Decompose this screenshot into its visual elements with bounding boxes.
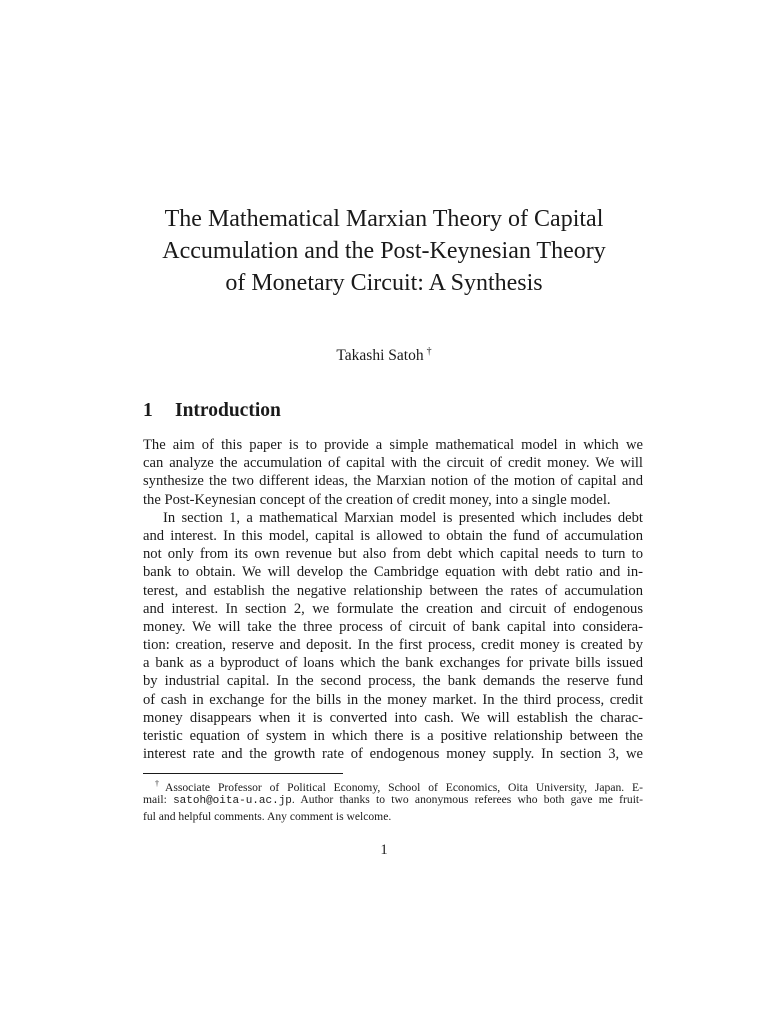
body-line: synthesize the two different ideas, the Marxian notion of the motion of capital and [143, 473, 643, 490]
footnote-text: . Author thanks to two anonymous referees who both gave me fruit- [291, 793, 643, 807]
body-line: and interest. In section 2, we formulate the creation and circuit of endogenous [143, 600, 643, 617]
author-line [100, 342, 668, 366]
page-number: 1 [380, 842, 388, 858]
author-name: Takashi Satoh [336, 347, 424, 364]
body-line: by industrial capital. In the second process, the bank demands the reserve fund [143, 673, 643, 690]
body-line: can analyze the accumulation of capital with the circuit of credit money. We will [143, 455, 643, 472]
body-line: interest rate and the growth rate of endogenous money supply. In section 3, we [143, 746, 643, 763]
footnote-line: ful and helpful comments. Any comment is welcome. [143, 809, 392, 823]
body-line: a bank as a byproduct of loans which the bank exchanges for private bills issued [143, 655, 643, 672]
section-number: 1 [143, 400, 153, 421]
footnote-mark: † [155, 779, 164, 788]
body-line: money disappears when it is converted into cash. We will establish the charac- [143, 709, 643, 726]
body-line: the Post-Keynesian concept of the creation of credit money, into a single model. [143, 491, 611, 508]
body-line: In section 1, a mathematical Marxian model is presented which includes debt [163, 509, 643, 526]
body-line: teristic equation of system in which there is a positive relationship between the [143, 728, 643, 744]
footnote-text: mail: [143, 793, 174, 807]
paper-title [100, 203, 668, 299]
footnote-line [143, 792, 643, 808]
body-line: of cash in exchange for the bills in the money market. In the third process, credit [143, 691, 643, 708]
footnote-line [143, 776, 643, 792]
body-text [143, 436, 643, 763]
body-line: and interest. In this model, capital is allowed to obtain the fund of accumulation [143, 527, 643, 544]
footnote [143, 776, 643, 825]
footnote-text: Associate Professor of Political Economy, School of Economics, Oita University, Japan. E- [164, 781, 643, 794]
section-title: Introduction [175, 400, 281, 421]
body-line: terest, and establish the negative relationship between the rates of accumulation [143, 582, 643, 599]
author-email: satoh@oita-u.ac.jp [173, 795, 292, 808]
body-line: tion: creation, reserve and deposit. In the first process, credit money is created by [143, 637, 643, 654]
title-line: Accumulation and the Post-Keynesian Theory [162, 238, 606, 264]
section-heading [143, 399, 281, 423]
body-line: not only from its own revenue but also from debt which capital needs to turn to [143, 546, 643, 563]
body-line: The aim of this paper is to provide a simple mathematical model in which we [143, 437, 643, 453]
body-line: money. We will take the three process of circuit of bank capital into considera- [143, 618, 643, 635]
footnote-rule [143, 773, 343, 774]
title-line: of Monetary Circuit: A Synthesis [225, 270, 543, 296]
title-line: The Mathematical Marxian Theory of Capital [164, 206, 604, 232]
body-line: bank to obtain. We will develop the Cambridge equation with debt ratio and in- [143, 564, 643, 581]
author-footnote-mark: † [426, 346, 432, 357]
